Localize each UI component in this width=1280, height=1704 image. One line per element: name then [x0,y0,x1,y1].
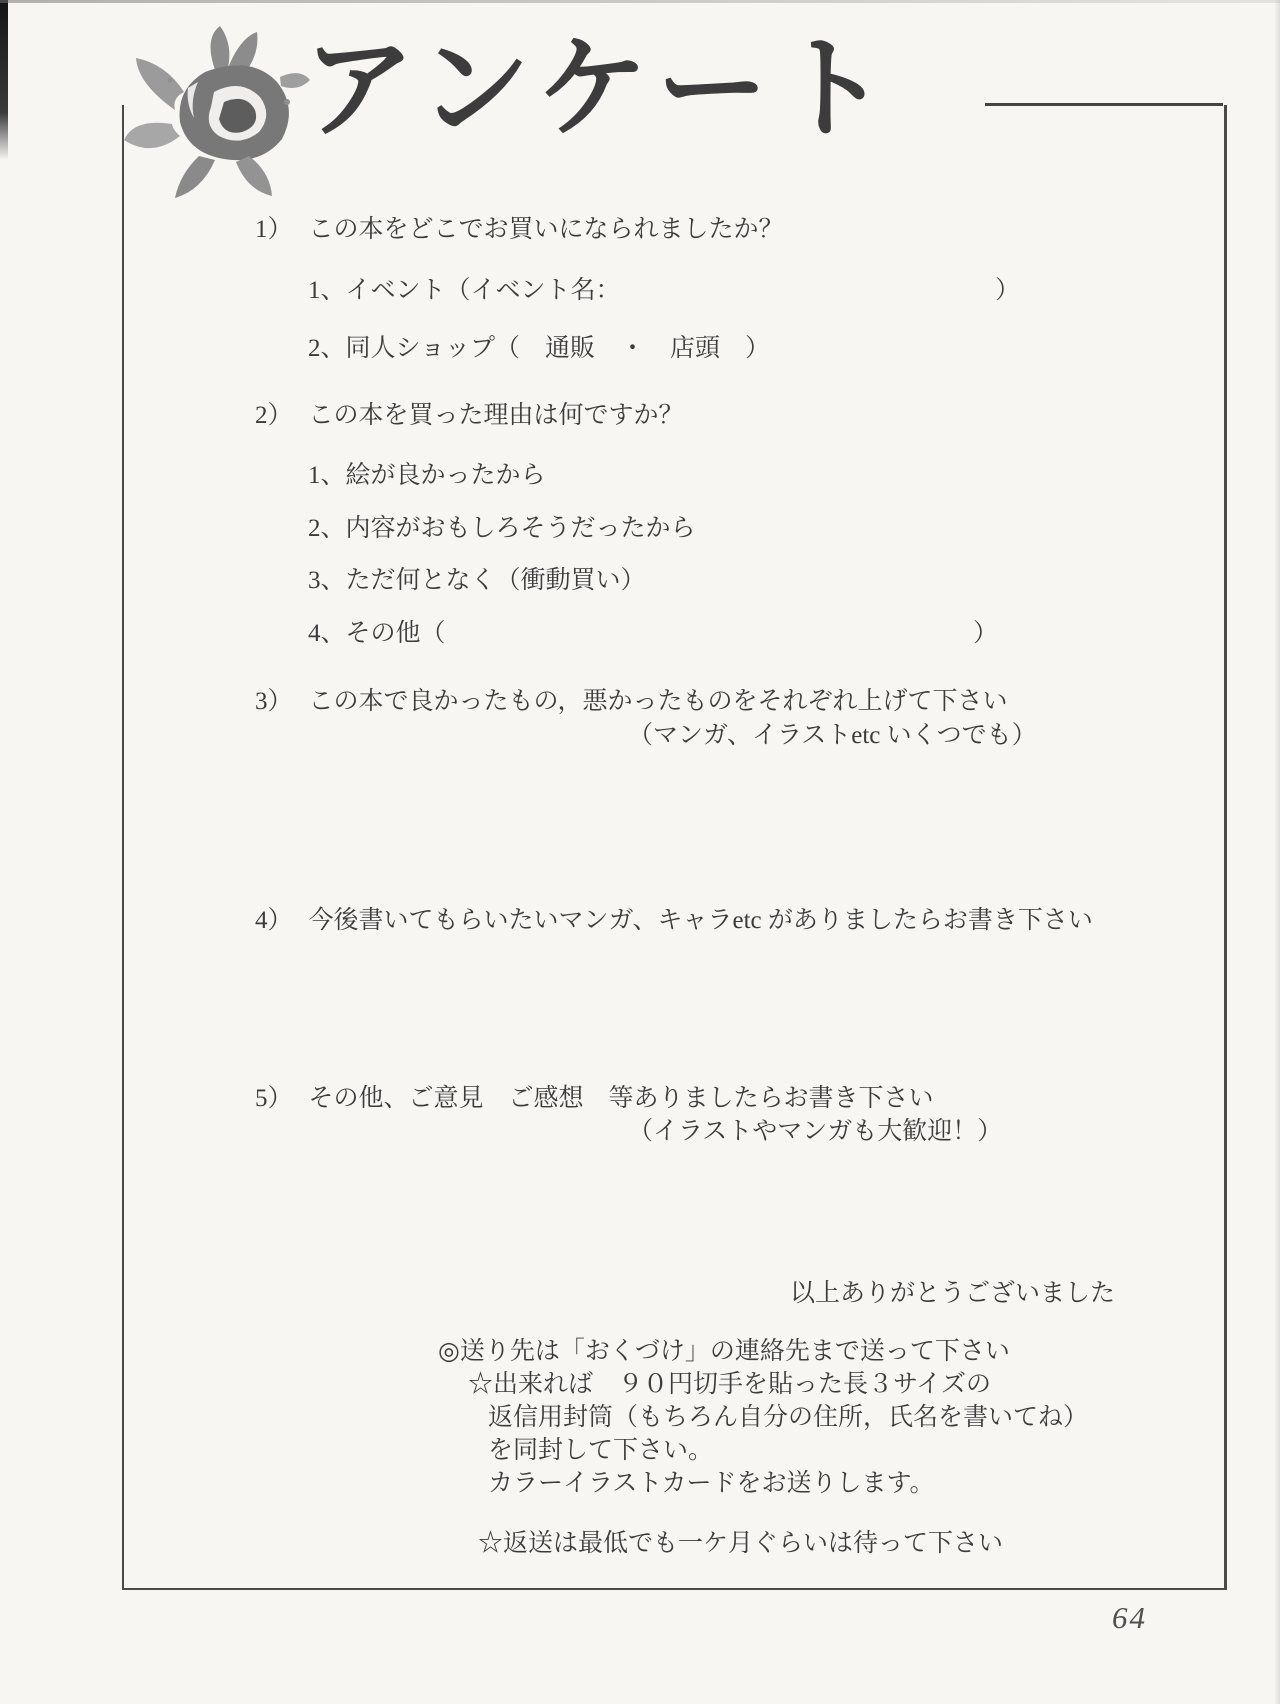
title-rule-line [985,103,1223,106]
q5-note: （イラストやマンガも大歓迎！） [628,1118,1003,1145]
question-5-text: その他、ご意見 ご感想 等ありましたらお書き下さい [308,1085,934,1112]
question-2-label: 2） [255,402,293,429]
question-1-text: この本をどこでお買いになられましたか？ [308,216,784,243]
footer-stamp-line4: カラーイラストカードをお送りします。 [488,1470,935,1497]
q1-option-1-close-paren: ） [994,277,1020,304]
q2-option-4-close-paren: ） [972,620,998,647]
footer-send-to: ◎送り先は「おくづけ」の連絡先まで送って下さい [438,1338,1010,1365]
question-2 [255,400,684,431]
flower-icon [120,22,325,217]
q2-option-3-text: 3、ただ何となく（衝動買い） [308,567,646,594]
q1-option-2-text: 2、同人ショップ（ 通販 ・ 店頭 ） [308,335,771,362]
question-3-label: 3） [255,688,293,715]
question-5-label: 5） [255,1085,293,1112]
scan-edge-right [1274,0,1280,1704]
q2-option-1 [308,455,998,491]
footer-stamp-line3: を同封して下さい。 [488,1437,714,1464]
q2-option-4 [308,613,998,649]
q1-option-2 [308,328,1020,364]
scan-edge-top [0,0,1280,3]
q1-option-1-text: 1、イベント（イベント名： [308,277,621,304]
q2-option-1-text: 1、絵が良かったから [308,462,546,489]
question-3-text: この本で良かったもの，悪かったものをそれぞれ上げて下さい [308,688,1008,715]
page-title: アンケート [303,26,897,151]
q3-note: （マンガ、イラストetc いくつでも） [628,722,1037,749]
closing-thanks: 以上ありがとうございました [790,1280,1116,1307]
question-1-label: 1） [255,216,293,243]
question-1 [255,214,784,245]
q2-option-2-text: 2、内容がおもしろそうだったから [308,515,696,542]
footer-stamp-line2: 返信用封筒（もちろん自分の住所，氏名を書いてね） [488,1404,1089,1431]
q2-option-3 [308,560,998,596]
question-4-label: 4） [255,907,293,934]
question-4-text: 今後書いてもらいたいマンガ、キャラetc がありましたらお書き下さい [308,907,1093,934]
q1-option-1 [308,270,1020,306]
question-4 [255,905,1093,936]
question-5 [255,1083,934,1114]
page-number: 64 [1112,1600,1147,1635]
scan-edge-left [0,0,8,160]
question-2-text: この本を買った理由は何ですか？ [308,402,684,429]
footer-wait-note: ☆返送は最低でも一ケ月ぐらいは待って下さい [478,1530,1004,1557]
q2-option-2 [308,508,998,544]
q2-option-4-text: 4、その他（ [308,620,446,647]
question-3 [255,686,1008,717]
footer-stamp-line1: ☆出来れば ９０円切手を貼った長３サイズの [468,1371,992,1398]
